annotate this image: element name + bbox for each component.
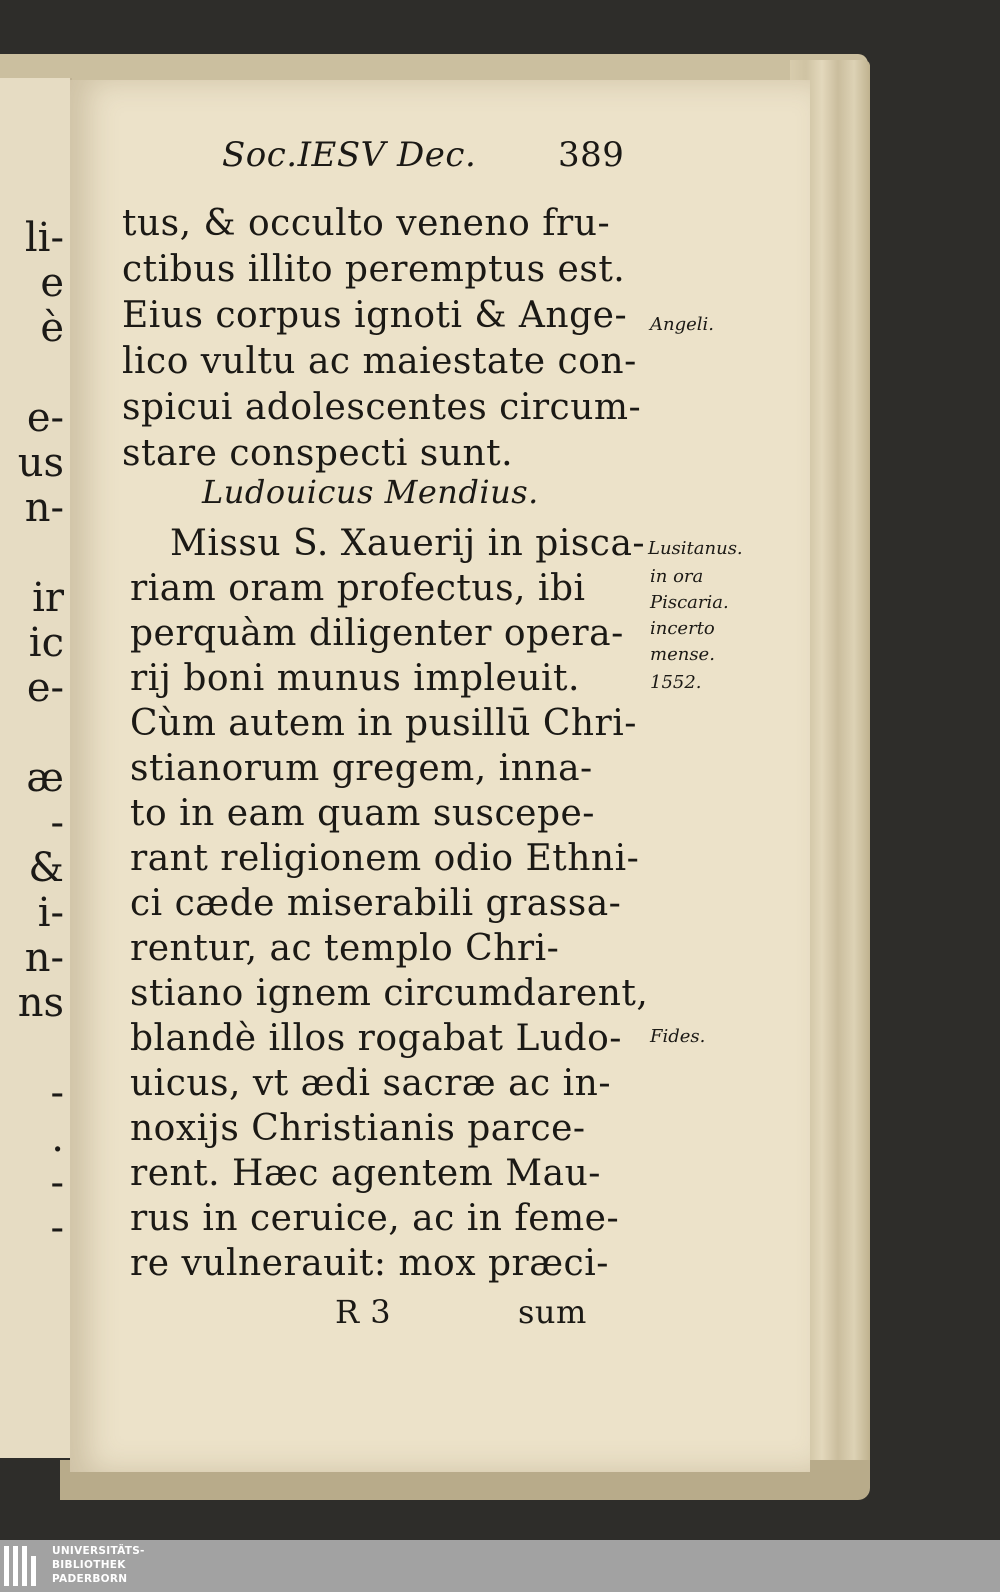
body-line: to in eam quam suscepe- — [130, 793, 595, 834]
margin-note-fides: Fides. — [650, 1026, 706, 1047]
body-line: stianorum gregem, inna- — [130, 748, 593, 789]
body-line: ctibus illito peremptus est. — [122, 249, 626, 290]
margin-note-incerto: incerto — [650, 618, 715, 639]
body-line: Cùm autem in pusillū Chri- — [130, 703, 637, 744]
section-title: Ludouicus Mendius. — [202, 473, 539, 511]
library-logo-text — [52, 1544, 145, 1586]
left-page-fragment: . — [51, 1115, 64, 1161]
library-footer-bar — [0, 1540, 1000, 1592]
left-page-fragment: è — [40, 305, 64, 351]
body-line: re vulnerauit: mox præci- — [130, 1243, 609, 1284]
left-page-fragment: n- — [24, 485, 64, 531]
left-page-fragment: - — [50, 1160, 64, 1206]
left-page-fragment: ns — [17, 980, 64, 1026]
left-page-fragment: us — [17, 440, 64, 486]
body-line: rus in ceruice, ac in feme- — [130, 1198, 620, 1239]
logo-line-3: PADERBORN — [52, 1573, 128, 1585]
margin-note-mense: mense. — [650, 644, 715, 665]
left-page-fragment: - — [50, 1205, 64, 1251]
library-logo-icon — [4, 1546, 44, 1586]
body-line: stiano ignem circumdarent, — [130, 973, 649, 1014]
left-page-fragment: - — [50, 1070, 64, 1116]
logo-line-1: UNIVERSITÄTS- — [52, 1545, 145, 1557]
logo-line-2: BIBLIOTHEK — [52, 1559, 126, 1571]
body-line: noxijs Christianis parce- — [130, 1108, 586, 1149]
left-page — [0, 78, 72, 1458]
left-page-fragment: æ — [26, 755, 64, 801]
body-line: rij boni munus impleuit. — [130, 658, 580, 699]
body-line: spicui adolescentes circum- — [122, 387, 642, 428]
body-line: ci cæde miserabili grassa- — [130, 883, 622, 924]
right-page — [70, 80, 810, 1472]
body-line: rentur, ac templo Chri- — [130, 928, 560, 969]
body-line: rant religionem odio Ethni- — [130, 838, 640, 879]
signature-mark: R 3 — [335, 1293, 392, 1331]
body-line: rent. Hæc agentem Mau- — [130, 1153, 601, 1194]
running-head: Soc.IESV Dec. — [222, 135, 477, 175]
body-line: perquàm diligenter opera- — [130, 613, 624, 654]
margin-note-year: 1552. — [650, 672, 702, 693]
left-page-fragment: e- — [26, 665, 64, 711]
body-line: Eius corpus ignoti & Ange- — [122, 295, 628, 336]
body-line: uicus, vt ædi sacræ ac in- — [130, 1063, 612, 1104]
catchword: sum — [518, 1293, 587, 1331]
left-page-fragment: li- — [24, 215, 64, 261]
body-line: tus, & occulto veneno fru- — [122, 203, 611, 244]
left-page-fragment: ic — [28, 620, 64, 666]
margin-note-in-ora: in ora — [650, 566, 704, 587]
left-page-fragment: i- — [37, 890, 64, 936]
left-page-fragment: e — [40, 260, 64, 306]
left-page-fragment: - — [50, 800, 64, 846]
margin-note-angeli: Angeli. — [650, 314, 715, 335]
page-number: 389 — [558, 135, 625, 175]
body-line: blandè illos rogabat Ludo- — [130, 1018, 622, 1059]
body-line: lico vultu ac maiestate con- — [122, 341, 637, 382]
body-line: riam oram profectus, ibi — [130, 568, 586, 609]
margin-note-piscaria: Piscaria. — [650, 592, 729, 613]
left-page-fragment: & — [28, 845, 64, 891]
margin-note-lusitanus: Lusitanus. — [648, 538, 743, 559]
left-page-fragment: n- — [24, 935, 64, 981]
body-line: Missu S. Xauerij in pisca- — [170, 523, 646, 564]
left-page-fragment: ir — [32, 575, 64, 621]
left-page-fragment: e- — [26, 395, 64, 441]
body-line: stare conspecti sunt. — [122, 433, 514, 474]
